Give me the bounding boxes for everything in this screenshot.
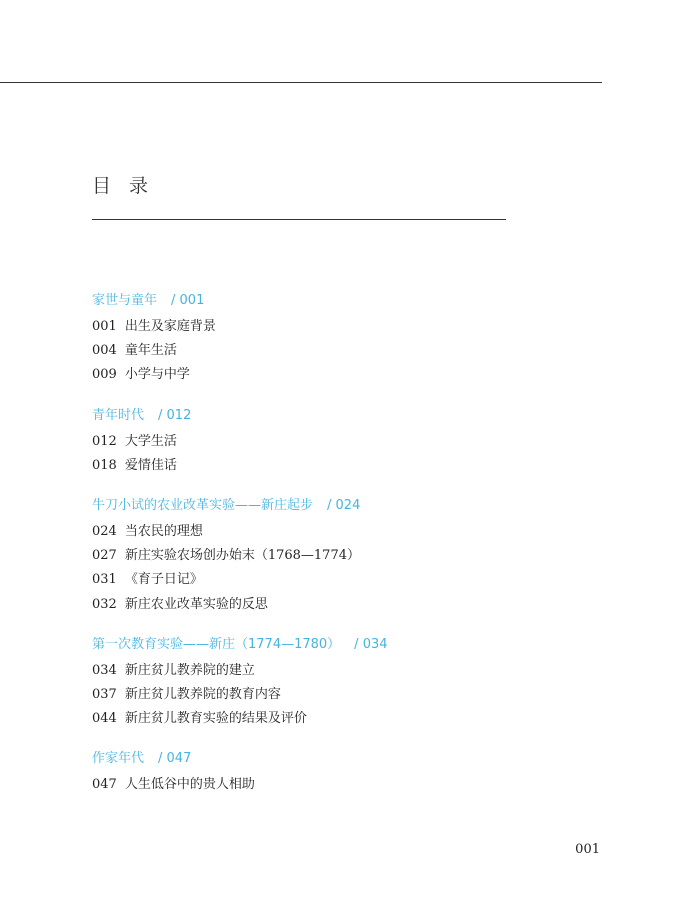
toc-section — [92, 291, 612, 388]
entry-title: 新庄贫儿教育实验的结果及评价 — [124, 711, 307, 727]
entry-page-number: 024 — [92, 523, 117, 539]
toc-entry[interactable] — [92, 520, 612, 544]
toc-entry[interactable] — [92, 707, 612, 731]
entry-page-number: 018 — [92, 457, 117, 473]
entry-title: 《育子日记》 — [124, 572, 203, 588]
toc-entry[interactable] — [92, 339, 612, 363]
toc-entry[interactable] — [92, 544, 612, 568]
toc-entry[interactable] — [92, 363, 612, 387]
entry-page-number: 031 — [92, 572, 117, 588]
section-heading[interactable] — [92, 291, 612, 311]
table-of-contents — [92, 291, 612, 815]
toc-entry[interactable] — [92, 683, 612, 707]
section-separator: / — [354, 636, 363, 652]
section-separator: / — [158, 407, 167, 423]
toc-entry[interactable] — [92, 315, 612, 339]
entry-page-number: 034 — [92, 662, 117, 678]
section-page-number: 047 — [166, 751, 192, 767]
toc-title: 目录 — [92, 175, 167, 197]
entry-page-number: 001 — [92, 319, 117, 334]
section-heading[interactable] — [92, 496, 612, 516]
toc-entry[interactable] — [92, 593, 612, 617]
section-page-number: 024 — [335, 497, 361, 513]
title-rule — [92, 219, 506, 220]
entry-page-number: 027 — [92, 548, 117, 564]
top-rule — [0, 82, 602, 83]
entry-page-number: 037 — [92, 686, 117, 702]
section-page-number: 001 — [179, 293, 205, 308]
toc-section — [92, 749, 612, 797]
section-page-number: 034 — [362, 636, 388, 652]
section-heading[interactable] — [92, 635, 612, 655]
section-heading[interactable] — [92, 406, 612, 426]
section-separator: / — [158, 751, 167, 767]
entry-title: 大学生活 — [124, 433, 177, 449]
toc-entry[interactable] — [92, 659, 612, 683]
toc-section — [92, 406, 612, 478]
entry-page-number: 009 — [92, 367, 117, 383]
entry-title: 新庄贫儿教养院的建立 — [124, 662, 255, 678]
entry-page-number: 044 — [92, 711, 117, 727]
toc-section — [92, 496, 612, 617]
entry-page-number: 032 — [92, 596, 117, 612]
entry-page-number: 047 — [92, 777, 117, 793]
toc-entry[interactable] — [92, 454, 612, 478]
section-title: 青年时代 — [92, 407, 145, 423]
section-title: 家世与童年 — [92, 293, 158, 308]
toc-entry[interactable] — [92, 568, 612, 592]
entry-title: 小学与中学 — [124, 367, 190, 383]
entry-title: 新庄贫儿教养院的教育内容 — [124, 686, 281, 702]
entry-title: 新庄实验农场创办始末（1768—1774） — [124, 548, 360, 564]
entry-title: 爱情佳话 — [124, 457, 177, 473]
entry-page-number: 012 — [92, 433, 117, 449]
section-heading[interactable] — [92, 749, 612, 769]
section-page-number: 012 — [166, 407, 192, 423]
toc-section — [92, 635, 612, 732]
section-separator: / — [171, 293, 180, 308]
toc-entry[interactable] — [92, 430, 612, 454]
section-separator: / — [327, 497, 336, 513]
entry-title: 新庄农业改革实验的反思 — [124, 596, 268, 612]
entry-title: 出生及家庭背景 — [124, 319, 216, 334]
section-title: 第一次教育实验——新庄（1774—1780） — [92, 636, 341, 652]
entry-page-number: 004 — [92, 343, 117, 359]
toc-entry[interactable] — [92, 773, 612, 797]
entry-title: 当农民的理想 — [124, 523, 203, 539]
entry-title: 人生低谷中的贵人相助 — [124, 777, 255, 793]
page-number: 001 — [575, 842, 600, 857]
entry-title: 童年生活 — [124, 343, 177, 359]
section-title: 牛刀小试的农业改革实验——新庄起步 — [92, 497, 314, 513]
section-title: 作家年代 — [92, 751, 145, 767]
